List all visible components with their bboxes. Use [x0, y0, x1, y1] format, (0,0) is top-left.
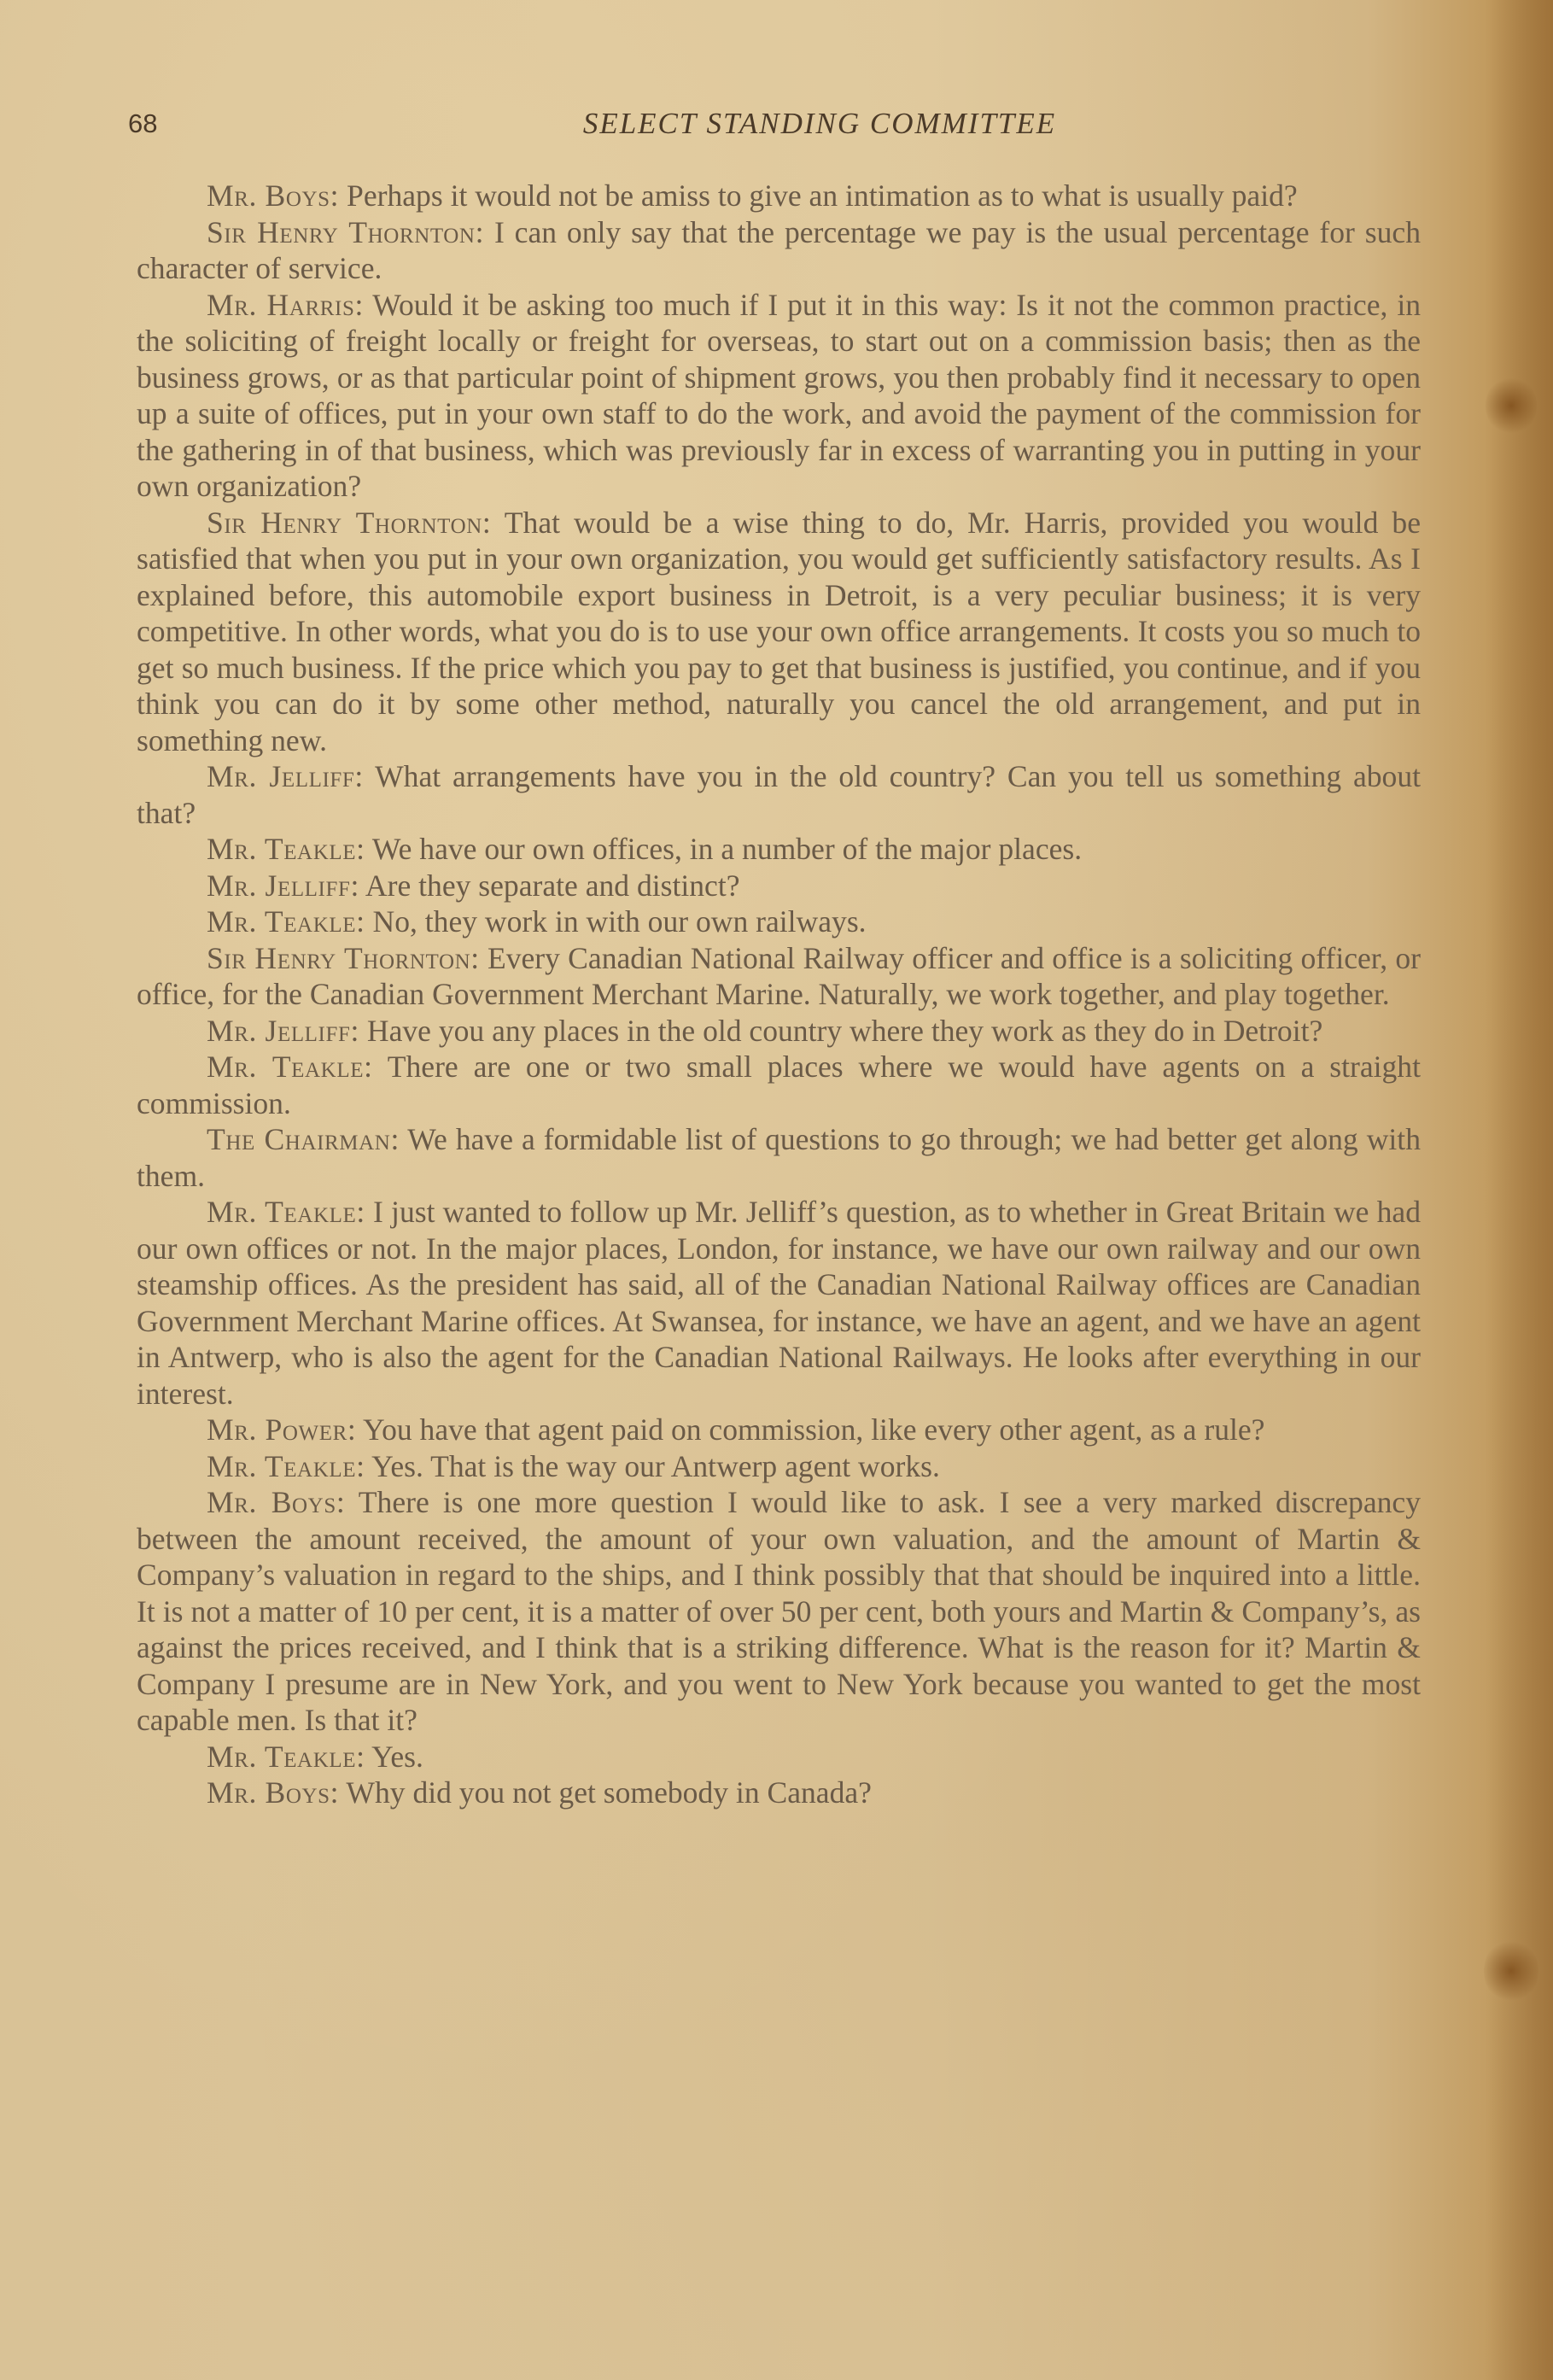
page-number: 68 — [128, 108, 158, 138]
speaker-name: The Chairman: — [207, 1122, 400, 1156]
speech-text: I just wanted to follow up Mr. Jelliff’s question, as to whether in Great Britain we had our own offices or not. In the major places, London, for instance, we have our own railway and our own steamship offices. As the president has said, all of the Canadian National Railway offices are Canadian Government Merchant Marine offices. At Swansea, for instance, we have an agent, and we have an agent in Antwerp, who is also the agent for the Canadian National Railways. He looks after everything in our interest. — [137, 1195, 1421, 1411]
speaker-name: Mr. Boys: — [207, 1775, 340, 1810]
speaker-name: Mr. Teakle: — [207, 1739, 365, 1774]
speech-text: Perhaps it would not be amiss to give an intimation as to what is usually paid? — [339, 178, 1298, 213]
speaker-name: Mr. Teakle: — [207, 1050, 373, 1084]
speaker-name: Mr. Power: — [207, 1412, 357, 1447]
paragraph — [137, 1775, 1421, 1811]
paragraph — [137, 1121, 1421, 1194]
speaker-name: Mr. Jelliff: — [207, 868, 359, 903]
page-edge-shadow — [1485, 0, 1553, 2380]
speaker-name: Mr. Jelliff: — [207, 1013, 359, 1048]
paragraph — [137, 758, 1421, 831]
paragraph — [137, 831, 1421, 868]
speech-text: Why did you not get somebody in Canada? — [339, 1775, 872, 1810]
speech-text: There are one or two small places where we would have agents on a straight commission. — [137, 1050, 1421, 1120]
speech-text: Are they separate and distinct? — [359, 868, 740, 903]
paragraph — [137, 1484, 1421, 1739]
running-title: SELECT STANDING COMMITTEE — [582, 107, 1057, 140]
paragraph — [137, 287, 1421, 505]
paragraph — [137, 214, 1421, 287]
speech-text: Yes. That is the way our Antwerp agent works. — [365, 1448, 940, 1483]
speaker-name: Mr. Teakle: — [207, 1448, 365, 1483]
paragraph — [137, 940, 1421, 1013]
paragraph — [137, 1049, 1421, 1121]
speech-text: Every Canadian National Railway officer and office is a soliciting officer, or office, for the Canadian Government Merchant Marine. Naturally, we work together, and play together. — [137, 940, 1421, 1011]
speech-text: I can only say that the percentage we pay is the usual percentage for such character of service. — [137, 214, 1421, 285]
paragraph — [137, 1013, 1421, 1050]
page-header — [128, 107, 1443, 146]
speech-text: Would it be asking too much if I put it in this way: Is it not the common practice, in the soliciting of freight locally or freight for overseas, to start out on a commission basis; then as the business grows, or as that particular point of shipment grows, you then probably find it necessary to open up a suite of offices, put in your own staff to do the work, and avoid the payment of the commission for the gathering in of that business, which was previously far in excess of warranting you in putting in your own organization? — [137, 287, 1421, 503]
speaker-name: Mr. Boys: — [207, 178, 340, 213]
speaker-name: Sir Henry Thornton: — [207, 940, 480, 975]
speaker-name: Sir Henry Thornton: — [207, 214, 485, 249]
speech-text: There is one more question I would like to ask. I see a very marked discrepancy between the amount received, the amount of your own valuation, and the amount of Martin & Company’s valuation in regard to the ships, and I think possibly that that should be inquired into a little. It is not a matter of 10 per cent, it is a matter of over 50 per cent, both yours and Martin & Company’s, as against the prices received, and I think that is a striking difference. What is the reason for it? Martin & Company I presume are in New York, and you went to New York because you wanted to get the most capable men. Is that it? — [137, 1485, 1421, 1737]
speaker-name: Mr. Teakle: — [207, 904, 365, 939]
speaker-name: Mr. Teakle: — [207, 1195, 365, 1229]
speaker-name: Mr. Teakle: — [207, 832, 365, 866]
speech-text: No, they work in with our own railways. — [365, 904, 867, 939]
speech-text: Yes. — [365, 1739, 423, 1774]
paragraph — [137, 1194, 1421, 1412]
paragraph — [137, 868, 1421, 904]
speech-text: Have you any places in the old country where they work as they do in Detroit? — [359, 1013, 1323, 1048]
speech-text: We have a formidable list of questions to go through; we had better get along with them. — [137, 1122, 1421, 1193]
speech-text: That would be a wise thing to do, Mr. Harris, provided you would be satisfied that when you put in your own organization, you would get sufficiently satisfactory results. As I explained before, this automobile export business in Detroit, is a very peculiar business; it is very competitive. In other words, what you do is to use your own office arrangements. It costs you so much to get so much business. If the price which you pay to get that business is justified, you continue, and if you think you can do it by some other method, naturally you cancel the old arrangement, and put in something new. — [137, 505, 1421, 757]
paragraph — [137, 1412, 1421, 1448]
transcript-body — [137, 178, 1421, 1811]
speaker-name: Mr. Harris: — [207, 287, 364, 322]
speech-text: You have that agent paid on commission, like every other agent, as a rule? — [356, 1412, 1265, 1447]
paragraph — [137, 903, 1421, 940]
stain-mark-lower — [1484, 1939, 1538, 2003]
paragraph — [137, 1448, 1421, 1485]
speaker-name: Sir Henry Thornton: — [207, 505, 492, 540]
paragraph — [137, 1739, 1421, 1775]
paragraph — [137, 505, 1421, 759]
paragraph — [137, 178, 1421, 214]
stain-mark-upper — [1486, 376, 1537, 436]
speech-text: We have our own offices, in a number of the major places. — [365, 832, 1083, 866]
speaker-name: Mr. Boys: — [207, 1485, 346, 1519]
speaker-name: Mr. Jelliff: — [207, 759, 364, 793]
speech-text: What arrangements have you in the old country? Can you tell us something about that? — [137, 759, 1421, 830]
